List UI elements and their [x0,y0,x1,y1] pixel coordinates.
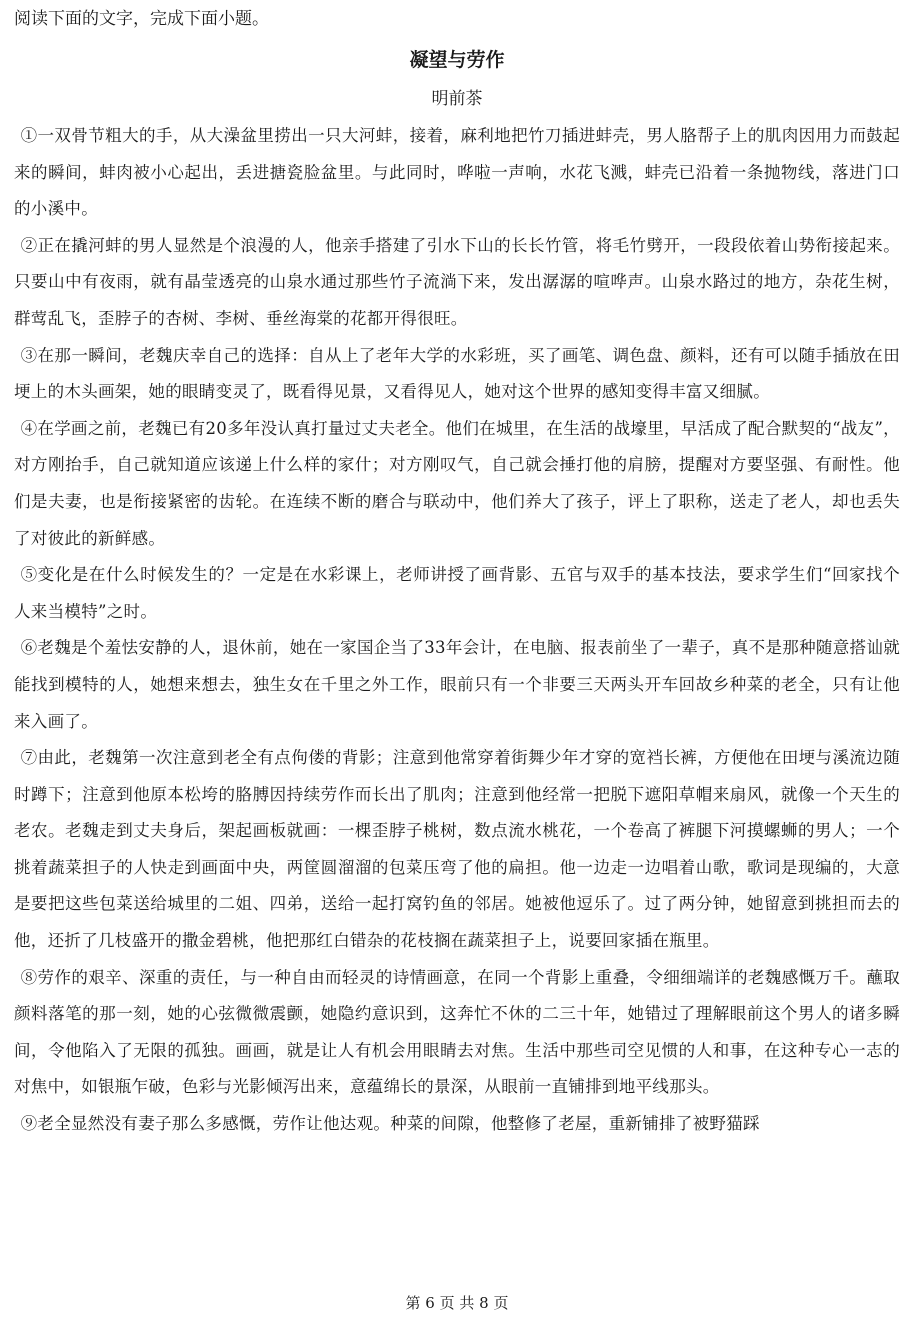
page-number: 第 6 页 共 8 页 [405,1294,509,1312]
paragraph-4: ④在学画之前，老魏已有20多年没认真打量过丈夫老全。他们在城里，在生活的战壕里，早活成了配合默契的“战友”，对方刚抬手，自己就知道应该递上什么样的家什；对方刚叹气，自己就会捶打他的肩膀，提醒对方要坚强、有耐性。他们是夫妻，也是衔接紧密的齿轮。在连续不断的磨合与联动中，他们养大了孩子，评上了职称，送走了老人，却也丢失了对彼此的新鲜感。 [14,418,900,548]
paragraph-1: ①一双骨节粗大的手，从大澡盆里捞出一只大河蚌，接着，麻利地把竹刀插进蚌壳，男人胳帮子上的肌肉因用力而鼓起来的瞬间，蚌肉被小心起出，丢进搪瓷脸盆里。与此同时，哗啦一声响，水花飞溅，蚌壳已沿着一条抛物线，落进门口的小溪中。 [14,126,900,219]
paragraph-7: ⑦由此，老魏第一次注意到老全有点佝偻的背影；注意到他常穿着街舞少年才穿的宽裆长裤，方便他在田埂与溪流边随时蹲下；注意到他原本松垮的胳膊因持续劳作而长出了肌肉；注意到他经常一把脱下遮阳草帽来扇风，就像一个天生的老农。老魏走到丈夫身后，架起画板就画：一棵歪脖子桃树，数点流水桃花，一个卷高了裤腿下河摸螺蛳的男人；一个挑着蔬菜担子的人快走到画面中央，两筐圆溜溜的包菜压弯了他的扁担。他一边走一边唱着山歌，歌词是现编的，大意是要把这些包菜送给城里的二姐、四弟，送给一起打窝钓鱼的邻居。她被他逗乐了。过了两分钟，她留意到挑担而去的他，还折了几枝盛开的撒金碧桃，他把那红白错杂的花枝搁在蔬菜担子上，说要回家插在瓶里。 [14,748,900,951]
paragraph-8: ⑧劳作的艰辛、深重的责任，与一种自由而轻灵的诗情画意，在同一个背影上重叠，令细细端详的老魏感慨万千。蘸取颜料落笔的那一刻，她的心弦微微震颤，她隐约意识到，这奔忙不休的二三十年，她错过了理解眼前这个男人的诸多瞬间，令他陷入了无限的孤独。画画，就是让人有机会用眼睛去对焦。生活中那些司空见惯的人和事，在这种专心一志的对焦中，如银瓶乍破，色彩与光影倾泻出来，意蕴绵长的景深，从眼前一直铺排到地平线那头。 [14,967,900,1097]
paragraph-9: ⑨老全显然没有妻子那么多感慨，劳作让他达观。种菜的间隙，他整修了老屋，重新铺排了被野猫踩 [20,1114,760,1134]
question-instruction: 阅读下面的文字，完成下面小题。 [14,9,269,29]
paragraph-3: ③在那一瞬间，老魏庆幸自己的选择：自从上了老年大学的水彩班，买了画笔、调色盘、颜料，还有可以随手插放在田埂上的木头画架，她的眼睛变灵了，既看得见景，又看得见人，她对这个世界的感知变得丰富又细腻。 [14,345,900,402]
paragraph-5: ⑤变化是在什么时候发生的？一定是在水彩课上，老师讲授了画背影、五官与双手的基本技法，要求学生们“回家找个人来当模特”之时。 [14,565,900,621]
paragraph-2: ②正在撬河蚌的男人显然是个浪漫的人，他亲手搭建了引水下山的长长竹管，将毛竹劈开，一段段依着山势衔接起来。只要山中有夜雨，就有晶莹透亮的山泉水通过那些竹子流淌下来，发出潺潺的喧哗声。山泉水路过的地方，杂花生树，群莺乱飞，歪脖子的杏树、李树、垂丝海棠的花都开得很旺。 [14,235,900,328]
article-title: 凝望与劳作 [409,49,505,71]
paragraph-6: ⑥老魏是个羞怯安静的人，退休前，她在一家国企当了33年会计，在电脑、报表前坐了一辈子，真不是那种随意搭讪就能找到模特的人，她想来想去，独生女在千里之外工作，眼前只有一个非要三天两头开车回故乡种菜的老全，只有让他来入画了。 [14,638,900,731]
article-body [14,118,900,1143]
article-author: 明前茶 [431,89,483,109]
